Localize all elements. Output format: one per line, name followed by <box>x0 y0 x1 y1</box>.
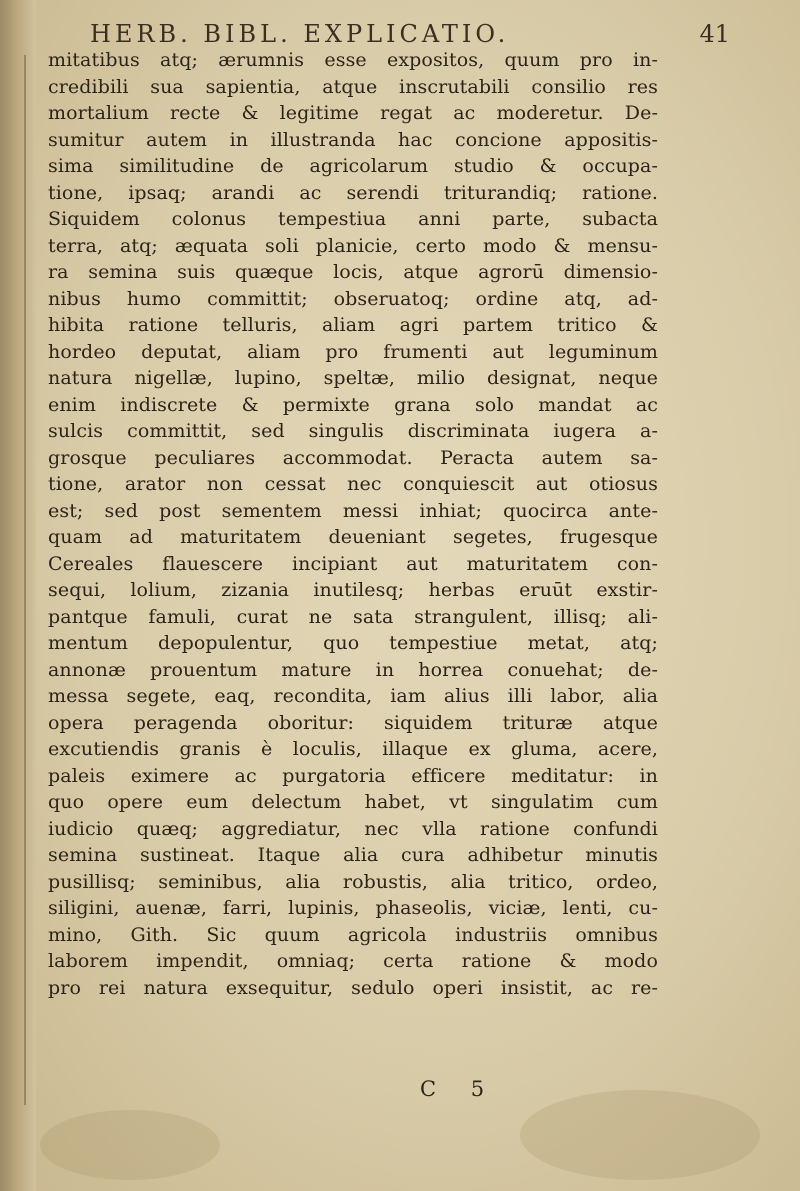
text-line: hordeo deputat, aliam pro frumenti aut leguminum <box>48 340 658 363</box>
text-line: nibus humo committit; obseruatoq; ordine atq, ad- <box>48 287 658 310</box>
text-line: credibili sua sapientia, atque inscrutabili consilio res <box>48 75 658 98</box>
text-line: excutiendis granis è loculis, illaque ex gluma, acere, <box>48 738 658 760</box>
text-line: mentum depopulentur, quo tempestiue metat, atq; <box>48 632 658 654</box>
page-number: 41 <box>699 20 730 48</box>
text-line: mortalium recte & legitime regat ac moderetur. De- <box>48 102 658 124</box>
signature-mark: C 5 <box>420 1077 499 1101</box>
text-line: Siquidem colonus tempestiua anni parte, subacta <box>48 208 658 230</box>
text-line: Cereales flauescere incipiant aut maturitatem con- <box>48 552 658 575</box>
text-line: sumitur autem in illustranda hac concione appositis- <box>48 128 658 151</box>
text-line: messa segete, eaq, recondita, iam alius illi labor, alia <box>48 685 658 707</box>
text-line: sequi, lolium, zizania inutilesq; herbas eruūt exstir- <box>48 579 658 601</box>
text-line: pantque famuli, curat ne sata strangulent, illisq; ali- <box>48 605 658 628</box>
text-line: mino, Gith. Sic quum agricola industriis omnibus <box>48 923 658 946</box>
text-line: tione, arator non cessat nec conquiescit aut otiosus <box>48 473 658 495</box>
text-line: quo opere eum delectum habet, vt singulatim cum <box>48 791 658 813</box>
text-line: laborem impendit, omniaq; certa ratione & modo <box>48 950 658 972</box>
text-line: sima similitudine de agricolarum studio & occupa- <box>48 155 658 177</box>
text-line: ra semina suis quæque locis, atque agrorū dimensio- <box>48 261 658 283</box>
text-line: terra, atq; æquata soli planicie, certo modo & mensu- <box>48 234 658 257</box>
text-line: opera peragenda oboritur: siquidem trituræ atque <box>48 711 658 734</box>
running-head: HERB. BIBL. EXPLICATIO. <box>90 20 510 48</box>
text-line: enim indiscrete & permixte grana solo mandat ac <box>48 393 658 416</box>
text-line: tione, ipsaq; arandi ac serendi triturandiq; ratione. <box>48 181 658 204</box>
text-line: mitatibus atq; ærumnis esse expositos, quum pro in- <box>48 49 658 71</box>
page-gutter <box>0 0 36 1191</box>
text-line: sulcis committit, sed singulis discriminata iugera a- <box>48 420 658 442</box>
text-line: semina sustineat. Itaque alia cura adhibetur minutis <box>48 844 658 866</box>
text-line: siligini, auenæ, farri, lupinis, phaseolis, viciæ, lenti, cu- <box>48 897 658 919</box>
text-line: pusillisq; seminibus, alia robustis, alia tritico, ordeo, <box>48 870 658 893</box>
text-line: hibita ratione telluris, aliam agri partem tritico & <box>48 314 658 336</box>
body-text <box>48 47 658 1001</box>
text-line: est; sed post sementem messi inhiat; quocirca ante- <box>48 499 658 522</box>
text-line: paleis eximere ac purgatoria efficere meditatur: in <box>48 764 658 787</box>
text-line: iudicio quæq; aggrediatur, nec vlla ratione confundi <box>48 817 658 840</box>
text-line: grosque peculiares accommodat. Peracta autem sa- <box>48 446 658 469</box>
text-line: annonæ prouentum mature in horrea conuehat; de- <box>48 658 658 681</box>
text-line: pro rei natura exsequitur, sedulo operi insistit, ac re- <box>48 976 658 999</box>
text-line: quam ad maturitatem deueniant segetes, frugesque <box>48 526 658 548</box>
paper-stain <box>40 1110 220 1180</box>
gutter-fold-line <box>24 55 26 1105</box>
text-line: natura nigellæ, lupino, speltæ, milio designat, neque <box>48 367 658 389</box>
